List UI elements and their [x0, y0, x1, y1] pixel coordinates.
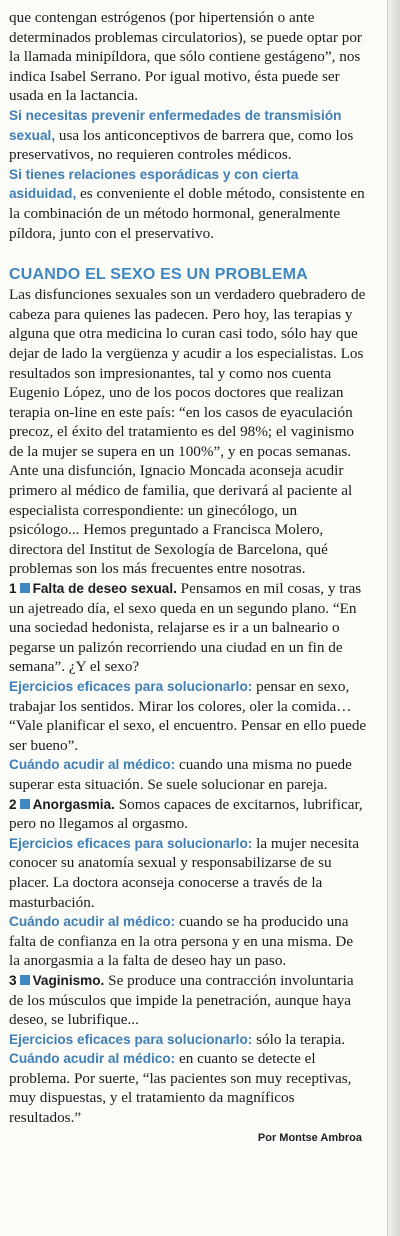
section-paragraph: Ante una disfunción, Ignacio Moncada aconseja acudir primero al médico de familia, que derivará al paciente al especialista correspondiente: un ginecólogo, un psicólogo... Hemos preguntado a Francisca Molero, directora del Institut de Sexología de Barcelona, qué problemas son los más frecuentes entre nosotras. — [9, 462, 353, 578]
doctor-text: en cuanto se detecte el problema. Por suerte, “las pacientes son muy receptivas, muy dispuestas, y el tratamiento da magníficos resultados.” — [9, 1050, 352, 1127]
doctor-paragraph — [9, 912, 367, 971]
problem-title: Falta de deseo sexual. — [32, 581, 177, 597]
doctor-text: cuando una misma no puede superar esta situación. Se suele solucionar en pareja. — [9, 756, 352, 793]
article-column — [9, 8, 367, 1128]
doctor-label: Cuándo acudir al médico: — [9, 757, 176, 773]
problem-item — [9, 795, 367, 834]
problem-number: 2 — [9, 796, 17, 812]
blue-square-icon — [20, 583, 30, 593]
exercises-paragraph — [9, 677, 367, 755]
exercises-text: sólo la terapia. — [252, 1030, 346, 1048]
problem-text: Somos capaces de excitarnos, lubrificar, pero no llegamos al orgasmo. — [9, 795, 363, 833]
doctor-label: Cuándo acudir al médico: — [9, 914, 176, 930]
doctor-text: cuando se ha producido una falta de confianza en la otra persona y en una misma. De la anorgasmia a la falta de deseo hay un paso. — [9, 913, 354, 970]
exercises-paragraph — [9, 834, 367, 912]
problem-title: Vaginismo. — [32, 972, 105, 988]
intro-paragraph: que contengan estrógenos (por hipertensión o ante determinados problemas circulatorios), se puede optar por la llamada minipíldora, que sólo contiene gestágeno”, nos indica Isabel Serrano. Por igual motivo, ésta puede ser usada en la lactancia. — [9, 9, 362, 105]
problem-text: Se produce una contracción involuntaria de los músculos que impide la penetración, aunque haya deseo, se lubrifique... — [9, 971, 354, 1029]
exercises-label: Ejercicios eficaces para solucionarlo: — [9, 679, 253, 694]
byline: Por Montse Ambroa — [257, 1132, 362, 1144]
tip-lead: Si necesitas prevenir enfermedades de transmisión sexual, — [9, 107, 342, 143]
section-heading: CUANDO EL SEXO ES UN PROBLEMA — [9, 266, 308, 284]
exercises-label: Ejercicios eficaces para solucionarlo: — [9, 1031, 253, 1047]
exercises-label: Ejercicios eficaces para solucionarlo: — [9, 835, 253, 851]
problem-title: Anorgasmia. — [32, 796, 115, 812]
exercises-text: pensar en sexo, trabajar los sentidos. Mirar los colores, oler la comida… “Vale planificar el sexo, el encuentro. Pensar en ello puede ser bueno”. — [9, 678, 367, 754]
exercises-paragraph — [9, 1030, 367, 1050]
doctor-paragraph — [9, 1049, 367, 1127]
problem-item — [9, 971, 367, 1030]
exercises-text: la mujer necesita conocer su anatomía sexual y responsabilizarse de su placer. La doctora aconseja conocerse a través de la masturbación. — [9, 834, 359, 911]
blue-square-icon — [20, 975, 30, 985]
tip-text: usa los anticonceptivos de barrera que, como los preservativos, no requieren controles médicos. — [9, 126, 354, 164]
blue-square-icon — [20, 799, 30, 809]
tip-paragraph-dual-method — [9, 165, 367, 243]
section-paragraph: Las disfunciones sexuales son un verdadero quebradero de cabeza para quienes las padecen. Pero hoy, las terapias y alguna que otra medicina lo curan casi todo, sólo hay que dejar de lado la vergüenza y acudir a los especialistas. Los resultados son impresionantes, tal y como nos cuenta Eugenio López, uno de los pocos doctores que realizan terapia on-line en este país: “en los casos de eyaculación precoz, el éxito del tratamiento es del 98%; el vaginismo de la mujer se supera en un 100%”, y en pocas semanas. — [9, 286, 366, 460]
problem-item — [9, 579, 367, 677]
doctor-paragraph — [9, 755, 367, 794]
problem-number: 3 — [9, 972, 17, 988]
tip-text: es conveniente el doble método, consistente en la combinación de un método hormonal, generalmente píldora, junto con el preservativo. — [9, 185, 365, 242]
page-edge — [387, 0, 400, 1236]
doctor-label: Cuándo acudir al médico: — [9, 1051, 176, 1067]
tip-lead: Si tienes relaciones esporádicas y con cierta asiduidad, — [9, 166, 299, 202]
tip-paragraph-std — [9, 106, 367, 165]
problem-number: 1 — [9, 581, 17, 597]
problem-text: Pensamos en mil cosas, y tras un ajetreado día, el sexo queda en un segundo plano. “En una sociedad hedonista, relajarse es ir a un balneario o pegarse un palizón recorriendo una ciudad en un fin de semana”. ¿Y el sexo? — [9, 580, 362, 676]
